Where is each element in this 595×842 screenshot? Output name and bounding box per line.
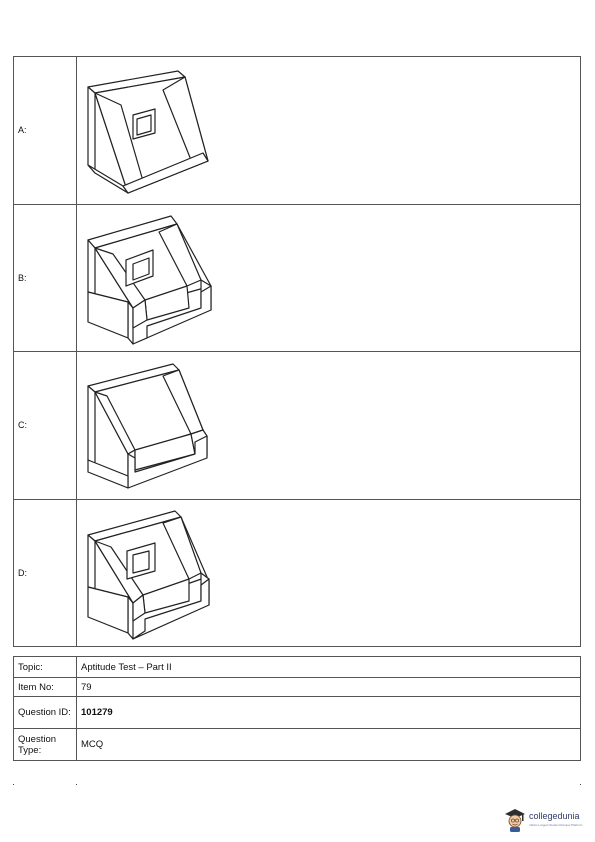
answer-options-table <box>13 56 581 647</box>
footer-mark <box>76 784 77 785</box>
option-row-b <box>14 204 581 352</box>
question-type-value: MCQ <box>77 729 581 761</box>
graduate-mascot-icon <box>503 807 527 833</box>
footer-mark <box>13 784 14 785</box>
meta-row-question-id <box>14 697 581 729</box>
meta-row-topic <box>14 657 581 678</box>
option-label: C: <box>14 352 77 500</box>
option-label: A: <box>14 57 77 205</box>
option-figure-cell <box>77 204 581 352</box>
isometric-block-option-c <box>83 358 223 493</box>
brand-tagline: India's Largest Student Review Platform <box>529 823 583 827</box>
topic-label: Topic: <box>14 657 77 678</box>
topic-value: Aptitude Test – Part II <box>77 657 581 678</box>
isometric-block-option-d <box>83 505 223 640</box>
option-label: B: <box>14 204 77 352</box>
option-figure-cell <box>77 57 581 205</box>
footer-mark <box>580 784 581 785</box>
option-label: D: <box>14 499 77 647</box>
meta-row-question-type <box>14 729 581 761</box>
meta-row-item <box>14 678 581 697</box>
option-figure-cell <box>77 499 581 647</box>
option-row-d <box>14 499 581 647</box>
isometric-block-option-a <box>83 65 223 195</box>
item-label: Item No: <box>14 678 77 697</box>
question-id-value: 101279 <box>77 697 581 729</box>
option-row-a <box>14 57 581 205</box>
item-value: 79 <box>77 678 581 697</box>
isometric-block-option-b <box>83 210 223 345</box>
question-type-label: Question Type: <box>14 729 77 761</box>
collegedunia-logo <box>503 806 591 834</box>
brand-name: collegedunia <box>529 811 580 821</box>
question-metadata-table <box>13 656 581 761</box>
option-row-c <box>14 352 581 500</box>
question-id-label: Question ID: <box>14 697 77 729</box>
option-figure-cell <box>77 352 581 500</box>
